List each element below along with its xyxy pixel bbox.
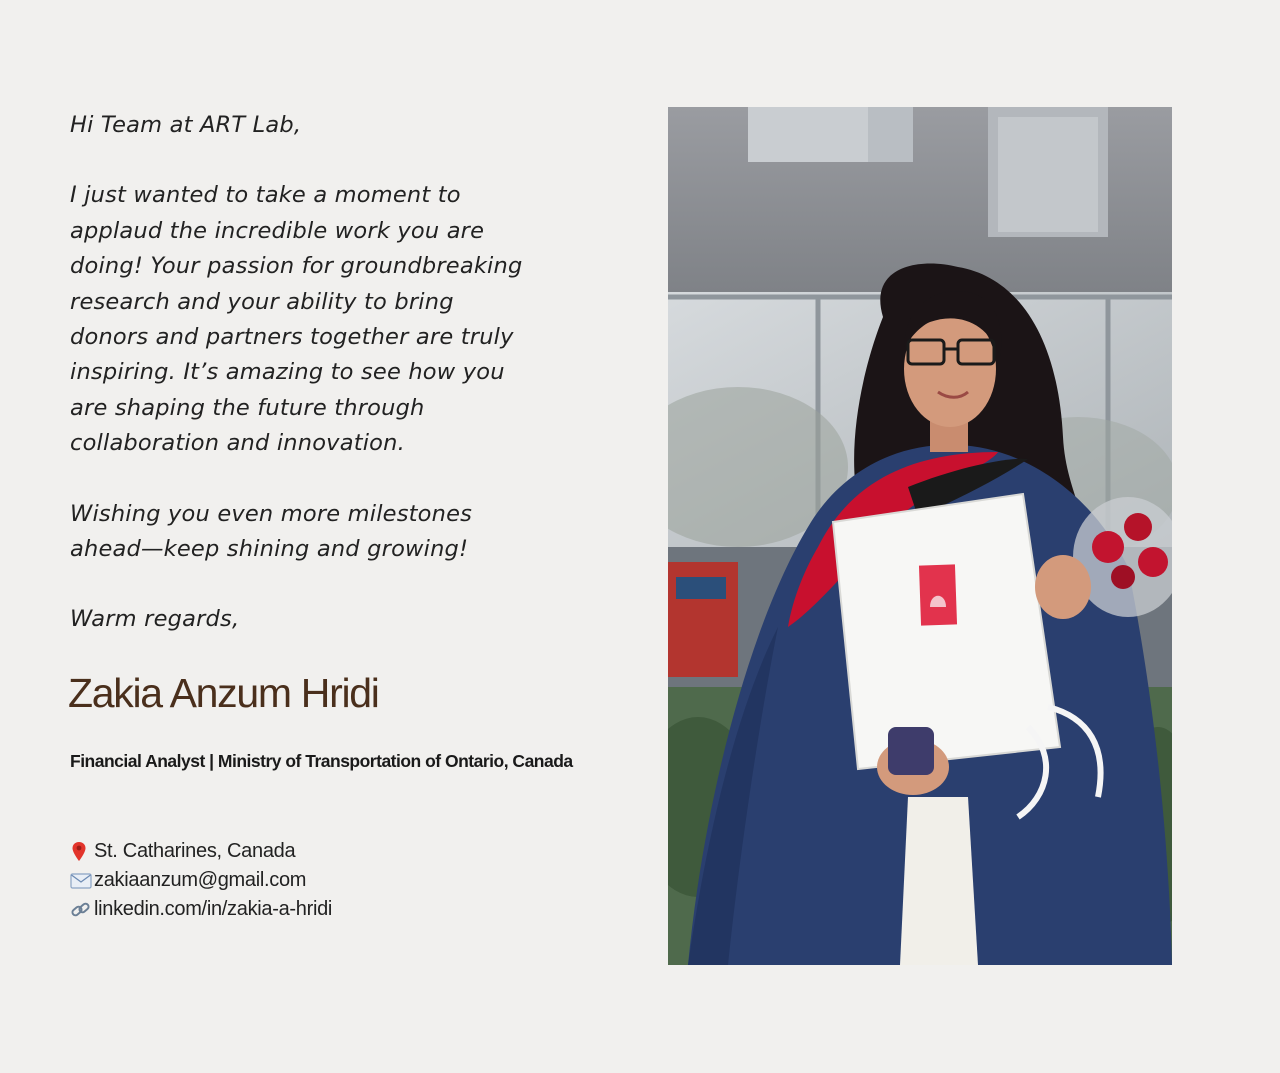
body-line: applaud the incredible work you are xyxy=(70,217,485,244)
email-link[interactable]: zakiaanzum@gmail.com xyxy=(94,869,307,891)
closing: Warm regards, xyxy=(70,606,240,633)
greeting: Hi Team at ART Lab, xyxy=(70,112,302,138)
body-line: are shaping the future through xyxy=(70,394,425,421)
linkedin-link[interactable]: linkedin.com/in/zakia-a-hridi xyxy=(94,898,333,920)
envelope-icon xyxy=(70,873,94,889)
wish-line: Wishing you even more milestones xyxy=(70,500,473,527)
job-title: Financial Analyst | Ministry of Transportation of Ontario, Canada xyxy=(70,751,573,771)
contact-email[interactable] xyxy=(70,866,332,895)
wish-line: ahead—keep shining and growing! xyxy=(70,536,469,563)
body-line: collaboration and innovation. xyxy=(70,430,405,457)
body-line: I just wanted to take a moment to xyxy=(70,182,461,209)
contact-location xyxy=(70,837,332,866)
contact-list xyxy=(70,837,332,924)
location-pin-icon xyxy=(70,841,94,863)
body-line: doing! Your passion for groundbreaking xyxy=(70,253,523,280)
graduation-photo-illustration xyxy=(668,107,1172,965)
body-line: donors and partners together are truly xyxy=(70,324,514,351)
letter-text xyxy=(70,108,630,638)
body-line: inspiring. It’s amazing to see how you xyxy=(70,359,505,386)
link-icon xyxy=(70,900,94,920)
signature-name: Zakia Anzum Hridi xyxy=(68,670,379,716)
graduation-photo xyxy=(668,107,1172,965)
body-line: research and your ability to bring xyxy=(70,288,454,315)
contact-linkedin[interactable] xyxy=(70,895,332,924)
location-text: St. Catharines, Canada xyxy=(94,840,296,862)
